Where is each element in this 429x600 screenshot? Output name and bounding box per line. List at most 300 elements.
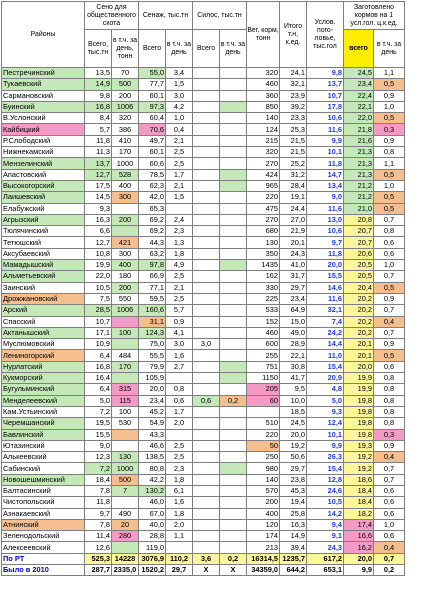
cell-tot: 19,2: [344, 452, 374, 463]
cell-day: 0,5: [374, 79, 405, 90]
cell-sen_d: 3,0: [166, 90, 193, 101]
cell-sil_d: [220, 79, 247, 90]
table-row: [2, 260, 405, 271]
cell-sil_d: [220, 339, 247, 350]
cell-sil: [193, 101, 220, 112]
cell-it: 39,4: [280, 542, 307, 553]
cell-hay: 11,3: [85, 147, 112, 158]
cell-day: 0,6: [374, 531, 405, 542]
cell-hay: 7,5: [85, 293, 112, 304]
region-name: Атнинский: [2, 519, 85, 530]
cell-sil_d: [220, 293, 247, 304]
cell-tot: 21,2: [344, 180, 374, 191]
table-row: [2, 531, 405, 542]
cell-tot: 20,2: [344, 316, 374, 327]
cell-usl: 14,7: [307, 169, 344, 180]
cell-it: 28,9: [280, 339, 307, 350]
cell-sen_d: 2,5: [166, 440, 193, 451]
cell-hay_d: 528: [112, 169, 139, 180]
cell-sil: [193, 180, 220, 191]
cell-sen: 69,2: [139, 214, 166, 225]
cell-sil: [193, 452, 220, 463]
region-name: Заинский: [2, 282, 85, 293]
cell-sil: [193, 237, 220, 248]
cell-hay_d: 386: [112, 124, 139, 135]
cell-sil_d: [220, 113, 247, 124]
cell-tot: 21,3: [344, 169, 374, 180]
cell-it: 19,2: [280, 440, 307, 451]
cell-sil_d: [220, 384, 247, 395]
cell-tot: 19,8: [344, 406, 374, 417]
cell-hay_d: 70: [112, 68, 139, 79]
cell-hay: 10,5: [85, 282, 112, 293]
cell-veg: 965: [247, 180, 280, 191]
cell-sil_d: [220, 260, 247, 271]
cell-veg: 200: [247, 497, 280, 508]
cell-usl: 11,0: [307, 350, 344, 361]
cell-hay_d: 100: [112, 327, 139, 338]
cell-hay: 5,7: [85, 124, 112, 135]
cell-tot: 18,6: [344, 474, 374, 485]
cell-tot: 20,6: [344, 248, 374, 259]
cell-veg: 140: [247, 474, 280, 485]
table-row: [2, 226, 405, 237]
cell-sil_d: [220, 135, 247, 146]
cell-day: 0,7: [374, 327, 405, 338]
cell-hay: 5,0: [85, 395, 112, 406]
cell-sil: [193, 271, 220, 282]
cell-sen_d: 2,5: [166, 271, 193, 282]
table-row: [2, 203, 405, 214]
cell-day: 1,0: [374, 101, 405, 112]
cell-sen_d: 4,1: [166, 327, 193, 338]
cell-sen_d: 0,8: [166, 384, 193, 395]
cell-sil_d: [220, 361, 247, 372]
cell-veg: 424: [247, 169, 280, 180]
cell-day: 0,8: [374, 406, 405, 417]
table-row: [2, 293, 405, 304]
table-row: [2, 124, 405, 135]
header-per-head-perday: в т.ч. за день: [374, 30, 405, 68]
cell-sil_d: [220, 158, 247, 169]
cell-it: 31,2: [280, 169, 307, 180]
region-name: Мамадышский: [2, 260, 85, 271]
cell-hay_d: 400: [112, 260, 139, 271]
cell-it: 25,8: [280, 508, 307, 519]
cell-sen_d: 1,8: [166, 248, 193, 259]
total-cell-sil: Х: [193, 565, 220, 576]
cell-usl: 7,4: [307, 316, 344, 327]
region-name: Мензелинский: [2, 158, 85, 169]
cell-usl: 15,5: [307, 271, 344, 282]
cell-sil_d: [220, 90, 247, 101]
cell-it: 41,0: [280, 260, 307, 271]
table-row: [2, 271, 405, 282]
table-row: [2, 305, 405, 316]
cell-sen_d: 1,6: [166, 350, 193, 361]
cell-sen_d: 1,7: [166, 406, 193, 417]
cell-sil: [193, 79, 220, 90]
cell-it: 49,0: [280, 327, 307, 338]
cell-veg: 152: [247, 316, 280, 327]
cell-it: 21,5: [280, 135, 307, 146]
cell-sen_d: [166, 203, 193, 214]
cell-hay: 12,6: [85, 542, 112, 553]
cell-sil: [193, 327, 220, 338]
table-row: [2, 180, 405, 191]
feed-table: [1, 1, 405, 576]
cell-hay_d: 500: [112, 474, 139, 485]
table-row: [2, 395, 405, 406]
cell-sil_d: [220, 350, 247, 361]
region-name: Нурлатский: [2, 361, 85, 372]
cell-sen: 46,6: [139, 440, 166, 451]
cell-day: 0,7: [374, 214, 405, 225]
cell-it: 50,6: [280, 452, 307, 463]
cell-day: 0,8: [374, 226, 405, 237]
total-cell-veg: 16314,5: [247, 553, 280, 564]
total-cell-hay_d: 14228: [112, 553, 139, 564]
cell-hay: 19,9: [85, 260, 112, 271]
cell-usl: 20,0: [307, 260, 344, 271]
cell-it: 28,4: [280, 180, 307, 191]
cell-sen_d: 1,1: [166, 531, 193, 542]
cell-hay_d: 500: [112, 79, 139, 90]
region-name: Кукморский: [2, 373, 85, 384]
cell-sen: 97,3: [139, 101, 166, 112]
cell-sen: 59,5: [139, 293, 166, 304]
cell-hay_d: 550: [112, 293, 139, 304]
cell-tot: 20,5: [344, 260, 374, 271]
cell-usl: 10,7: [307, 90, 344, 101]
region-name: Алексеевский: [2, 542, 85, 553]
table-row: [2, 316, 405, 327]
cell-day: 0,7: [374, 271, 405, 282]
cell-hay_d: 180: [112, 271, 139, 282]
cell-tot: 21,3: [344, 158, 374, 169]
total-cell-veg: 34359,0: [247, 565, 280, 576]
cell-sen_d: 6,1: [166, 485, 193, 496]
cell-hay: 28,5: [85, 305, 112, 316]
region-name: Тетюшский: [2, 237, 85, 248]
header-haylage: Сенаж, тыс.тн: [139, 2, 193, 30]
cell-sen: 70,6: [139, 124, 166, 135]
cell-sil: [193, 282, 220, 293]
cell-sil: [193, 147, 220, 158]
cell-it: 14,9: [280, 531, 307, 542]
cell-hay: 12,7: [85, 237, 112, 248]
cell-tot: 20,5: [344, 271, 374, 282]
cell-usl: 10,1: [307, 429, 344, 440]
cell-day: 0,8: [374, 395, 405, 406]
cell-usl: 9,7: [307, 237, 344, 248]
cell-veg: 460: [247, 79, 280, 90]
cell-sen: 20,0: [139, 384, 166, 395]
region-name: Спасский: [2, 316, 85, 327]
cell-hay_d: 530: [112, 418, 139, 429]
cell-sil: [193, 248, 220, 259]
cell-tot: 19,3: [344, 440, 374, 451]
cell-sen: 54,9: [139, 418, 166, 429]
cell-sen: 45,2: [139, 406, 166, 417]
cell-usl: 24,3: [307, 542, 344, 553]
cell-it: 20,0: [280, 429, 307, 440]
cell-sil_d: [220, 519, 247, 530]
table-row: [2, 101, 405, 112]
header-per-head: Заготовлено кормов на 1 усл.гол. ц.к.ед.: [344, 2, 405, 30]
cell-day: 0,4: [374, 452, 405, 463]
total-cell-day: 0,7: [374, 553, 405, 564]
cell-sen_d: 1,0: [166, 113, 193, 124]
region-name: Агрызский: [2, 214, 85, 225]
cell-sil_d: [220, 373, 247, 384]
cell-usl: 12,8: [307, 474, 344, 485]
cell-hay: 17,5: [85, 180, 112, 191]
cell-veg: 400: [247, 508, 280, 519]
cell-sen_d: 1,5: [166, 192, 193, 203]
cell-sil_d: [220, 327, 247, 338]
cell-sil: [193, 124, 220, 135]
cell-sen: 60,4: [139, 113, 166, 124]
cell-sil_d: [220, 68, 247, 79]
region-name: Ютазинский: [2, 440, 85, 451]
region-name: Балтасинский: [2, 485, 85, 496]
cell-sil: [193, 406, 220, 417]
cell-sil_d: [220, 248, 247, 259]
cell-hay_d: [112, 226, 139, 237]
cell-tot: 19,8: [344, 418, 374, 429]
cell-tot: 19,8: [344, 429, 374, 440]
cell-it: 29,7: [280, 463, 307, 474]
table-row: [2, 384, 405, 395]
cell-veg: [247, 406, 280, 417]
cell-day: 0,8: [374, 418, 405, 429]
cell-sen_d: 0,4: [166, 124, 193, 135]
table-row: [2, 113, 405, 124]
table-row: [2, 90, 405, 101]
cell-sen: 77,1: [139, 282, 166, 293]
cell-sil_d: [220, 203, 247, 214]
cell-veg: 174: [247, 531, 280, 542]
cell-veg: 215: [247, 135, 280, 146]
cell-sen_d: [166, 373, 193, 384]
cell-hay_d: [112, 203, 139, 214]
cell-sil_d: [220, 226, 247, 237]
cell-hay: 7,8: [85, 519, 112, 530]
cell-sil: [193, 305, 220, 316]
table-row: [2, 350, 405, 361]
cell-veg: 1435: [247, 260, 280, 271]
cell-day: 0,9: [374, 339, 405, 350]
cell-sil: [193, 508, 220, 519]
cell-it: 32,1: [280, 79, 307, 90]
cell-usl: 10,5: [307, 497, 344, 508]
cell-hay_d: 130: [112, 452, 139, 463]
cell-it: 23,4: [280, 293, 307, 304]
region-name: Сабинский: [2, 463, 85, 474]
header-hay-perday: в т.ч. за день, тонн: [112, 30, 139, 68]
table-row: [2, 406, 405, 417]
cell-sil: [193, 226, 220, 237]
cell-tot: 19,2: [344, 463, 374, 474]
header-total-feed: Итого т.н, к.ед.: [280, 2, 307, 68]
cell-hay: 16,8: [85, 101, 112, 112]
cell-day: 0,7: [374, 474, 405, 485]
region-name: Менделеевский: [2, 395, 85, 406]
table-row: [2, 68, 405, 79]
cell-sen: 97,8: [139, 260, 166, 271]
table-row: [2, 474, 405, 485]
cell-usl: 11,8: [307, 248, 344, 259]
cell-day: 0,5: [374, 113, 405, 124]
cell-hay: 10,8: [85, 248, 112, 259]
total-cell-sen: 1520,2: [139, 565, 166, 576]
cell-it: 25,2: [280, 158, 307, 169]
cell-it: 45,3: [280, 485, 307, 496]
table-row: [2, 192, 405, 203]
cell-tot: 19,9: [344, 384, 374, 395]
total-cell-sen_d: 110,2: [166, 553, 193, 564]
cell-usl: 24,6: [307, 485, 344, 496]
table-row: [2, 508, 405, 519]
cell-veg: 533: [247, 305, 280, 316]
cell-sen_d: 3,4: [166, 68, 193, 79]
cell-veg: 360: [247, 90, 280, 101]
cell-day: 0,5: [374, 169, 405, 180]
cell-sen: 75,0: [139, 339, 166, 350]
cell-hay_d: [112, 316, 139, 327]
cell-usl: 9,9: [307, 440, 344, 451]
cell-it: 30,8: [280, 361, 307, 372]
cell-hay: 16,3: [85, 214, 112, 225]
cell-sen_d: 2,1: [166, 180, 193, 191]
region-name: Апастовский: [2, 169, 85, 180]
table-row: [2, 361, 405, 372]
cell-sil: [193, 519, 220, 530]
region-name: Чистопольский: [2, 497, 85, 508]
region-name: Лаишевский: [2, 192, 85, 203]
cell-sen_d: 1,8: [166, 474, 193, 485]
table-row: [2, 429, 405, 440]
total-cell-hay: 287,7: [85, 565, 112, 576]
cell-veg: 510: [247, 418, 280, 429]
cell-usl: 9,9: [307, 135, 344, 146]
total-cell-it: 1235,7: [280, 553, 307, 564]
cell-hay_d: 170: [112, 361, 139, 372]
cell-usl: 12,4: [307, 418, 344, 429]
region-name: Аксубаевский: [2, 248, 85, 259]
cell-tot: 17,4: [344, 519, 374, 530]
cell-veg: 213: [247, 542, 280, 553]
cell-hay_d: [112, 339, 139, 350]
cell-sen: 23,4: [139, 395, 166, 406]
cell-tot: 20,4: [344, 282, 374, 293]
cell-sil_d: [220, 147, 247, 158]
cell-sil: [193, 384, 220, 395]
cell-it: 9,5: [280, 384, 307, 395]
cell-veg: 270: [247, 214, 280, 225]
cell-sil: [193, 531, 220, 542]
cell-sil_d: [220, 180, 247, 191]
cell-hay_d: 200: [112, 90, 139, 101]
cell-sen_d: 2,0: [166, 418, 193, 429]
total-cell-usl: 653,1: [307, 565, 344, 576]
cell-usl: 11,6: [307, 293, 344, 304]
cell-sen: 43,3: [139, 429, 166, 440]
cell-sil_d: [220, 124, 247, 135]
header-silage-total: Всего: [193, 30, 220, 68]
cell-hay: 14,5: [85, 192, 112, 203]
region-name: Бавлинский: [2, 429, 85, 440]
header-haylage-total: Всего: [139, 30, 166, 68]
cell-sil_d: [220, 305, 247, 316]
cell-sen: 55,0: [139, 68, 166, 79]
total-cell-sil_d: 0,2: [220, 553, 247, 564]
table-row: [2, 248, 405, 259]
cell-sil_d: [220, 497, 247, 508]
cell-sen: 130,2: [139, 485, 166, 496]
region-name: Муслюмовский: [2, 339, 85, 350]
cell-day: 0,8: [374, 373, 405, 384]
cell-sen: 60,6: [139, 158, 166, 169]
cell-hay: 11,4: [85, 531, 112, 542]
cell-tot: 20,2: [344, 293, 374, 304]
cell-sen: 66,9: [139, 271, 166, 282]
total-label: Было в 2010: [2, 565, 85, 576]
table-row: [2, 158, 405, 169]
cell-usl: 26,3: [307, 452, 344, 463]
cell-veg: 50: [247, 440, 280, 451]
cell-sil_d: [220, 463, 247, 474]
cell-sil: [193, 203, 220, 214]
cell-sil_d: 0,2: [220, 395, 247, 406]
cell-hay_d: [112, 373, 139, 384]
cell-veg: 162: [247, 271, 280, 282]
cell-sen: 79,9: [139, 361, 166, 372]
cell-hay: 15,5: [85, 429, 112, 440]
cell-sil_d: [220, 169, 247, 180]
cell-veg: 680: [247, 226, 280, 237]
cell-it: 64,9: [280, 305, 307, 316]
cell-day: 0,5: [374, 203, 405, 214]
cell-hay_d: 1000: [112, 158, 139, 169]
cell-hay: 7,2: [85, 463, 112, 474]
cell-veg: 220: [247, 429, 280, 440]
cell-sen_d: [166, 429, 193, 440]
cell-veg: 120: [247, 519, 280, 530]
cell-hay_d: 115: [112, 395, 139, 406]
cell-hay_d: 200: [112, 214, 139, 225]
cell-sen: 77,7: [139, 79, 166, 90]
cell-usl: 15,4: [307, 463, 344, 474]
cell-sil: [193, 463, 220, 474]
cell-sil: [193, 429, 220, 440]
total-cell-day: 0,2: [374, 565, 405, 576]
cell-it: 25,3: [280, 124, 307, 135]
cell-tot: 19,8: [344, 395, 374, 406]
cell-hay_d: 490: [112, 508, 139, 519]
cell-tot: 18,4: [344, 485, 374, 496]
cell-sen: 65,3: [139, 203, 166, 214]
cell-sil_d: [220, 282, 247, 293]
region-name: Сармановский: [2, 90, 85, 101]
region-name: Азнакаевский: [2, 508, 85, 519]
cell-hay: 9,8: [85, 90, 112, 101]
table-row: [2, 282, 405, 293]
table-body: [2, 68, 405, 576]
cell-sil_d: [220, 508, 247, 519]
cell-sen_d: 1,5: [166, 79, 193, 90]
